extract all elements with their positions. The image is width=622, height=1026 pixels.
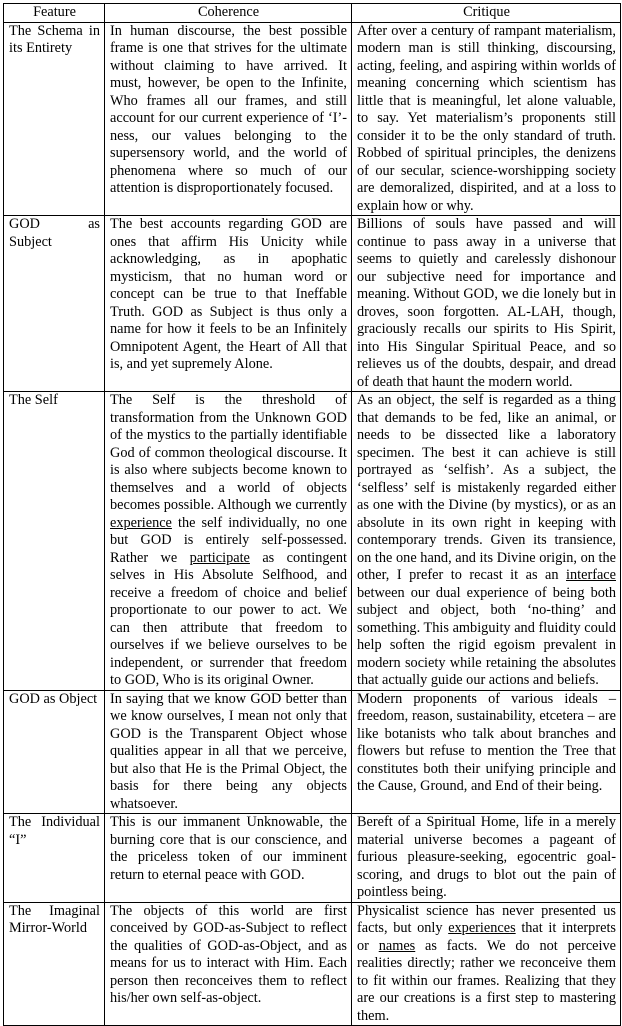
underlined-term: interface	[566, 567, 616, 583]
coherence-cell	[105, 814, 352, 903]
header-feature: Feature	[4, 4, 105, 23]
header-row	[4, 4, 621, 23]
header-coherence: Coherence	[105, 4, 352, 23]
feature-cell: GOD as Object	[4, 690, 105, 814]
feature-cell: GOD as Subject	[4, 216, 105, 392]
critique-text: between our dual experience of being both subject and object, both ‘no-thing’ and something. This ambiguity and fluidity could help soften the rigid egoism prevalent in modern society while retaining the absolutes that actually guide our actions and beliefs.	[357, 584, 616, 688]
table-row	[4, 22, 621, 216]
critique-cell	[352, 392, 621, 691]
underlined-term: experiences	[448, 920, 516, 936]
table-row	[4, 690, 621, 814]
coherence-cell	[105, 392, 352, 691]
critique-cell	[352, 814, 621, 903]
coherence-text: the self individually, no one but GOD is entirely self-possessed. Rather we	[110, 514, 347, 566]
table-row	[4, 814, 621, 903]
coherence-cell	[105, 216, 352, 392]
coherence-cell	[105, 902, 352, 1026]
critique-text: Bereft of a Spiritual Home, life in a merely material universe becomes a pageant of furious pleasure-seeking, egocentric goal-scoring, and drugs to blot out the pain of pointless being.	[357, 814, 616, 900]
underlined-term: experience	[110, 514, 172, 531]
underlined-term: participate	[189, 549, 250, 566]
feature-cell: The Imaginal Mirror-World	[4, 902, 105, 1026]
critique-text: Modern proponents of various ideals – freedom, reason, sustainability, etcetera – are like botanists who talk about branches and flowers but refuse to mention the Tree that constitutes both their unifying principle and the Cause, Ground, and End of their being.	[357, 690, 616, 794]
critique-text: as facts. We do not perceive realities directly; rather we reconceive them to fit within our frames. Realizing that they are our creations is a first step to mastering them.	[357, 937, 616, 1024]
coherence-text: The Self is the threshold of transformation from the Unknown GOD of the mystics to the partially identifiable God of common theological discourse. It is also where subjects become known to themselves and a world of objects becomes possible. Although we currently	[110, 392, 347, 513]
critique-text: As an object, the self is regarded as a thing that demands to be fed, like an animal, or needs to be dissected like a laboratory specimen. The best it can achieve is still portrayed as ‘selfish’. As a subject, the ‘selfless’ self is mistakenly regarded either as one with the Divine (by mystics), or as an absolute in its own right in keeping with contemporary trends. Given its transience, on the one hand, and its Divine origin, on the other, I prefer to recast it as an	[357, 392, 616, 583]
header-critique: Critique	[352, 4, 621, 23]
coherence-cell	[105, 22, 352, 216]
underlined-term: names	[378, 937, 416, 954]
critique-cell	[352, 690, 621, 814]
critique-text: Physicalist science has never presented us facts, but only	[357, 902, 616, 936]
critique-cell	[352, 216, 621, 392]
coherence-text: The best accounts regarding GOD are ones that affirm His Unicity while acknowledging, as in apophatic mysticism, that no human word or concept can be true to that Ineffable Truth. GOD as Subject is thus only a name for how it feels to be an Infinitely Omnipotent Agent, the Heart of All that is, and yet supremely Alone.	[110, 216, 347, 372]
feature-cell: The Schema in its Entirety	[4, 22, 105, 216]
coherence-text: In human discourse, the best possible frame is one that strives for the ultimate without claiming to have arrived. It must, however, be open to the Infinite, Who frames all our frames, and still account for our current experience of ‘I’-ness, our values belonging to the supersensory world, and the world of phenomena where so much of our attention is disproportionately focused.	[110, 22, 347, 196]
coherence-text: This is our immanent Unknowable, the burning core that is our conscience, and the priceless token of our imminent return to eternal peace with GOD.	[110, 814, 347, 883]
coherence-text: The objects of this world are first conceived by GOD-as-Subject to reflect the qualities of GOD-as-Object, and as means for us to interact with Him. Each person then reconceives them to reflect his/her own self-as-object.	[110, 902, 347, 1006]
comparison-table	[3, 3, 621, 1026]
table-row	[4, 392, 621, 691]
coherence-text: In saying that we know GOD better than we know ourselves, I mean not only that GOD is the Transparent Object whose qualities appear in all that we perceive, but also that He is the Primal Object, the basis for there being any objects whatsoever.	[110, 690, 347, 812]
coherence-text: as contingent selves in His Absolute Selfhood, and receive a freedom of choice and belief proportionate to our power to act. We can then attribute that freedom to ourselves if we believe ourselves to be independent, or surrender that freedom to GOD, Who is its original Owner.	[110, 549, 347, 688]
table-row	[4, 216, 621, 392]
feature-cell: The Self	[4, 392, 105, 691]
critique-text: After over a century of rampant materialism, modern man is still thinking, discoursing, acting, feeling, and aspiring within worlds of meaning concerning which scientism has little that is meaningful, let alone valuable, to say. Yet materialism’s proponents still consider it to be the only standard of truth. Robbed of spiritual principles, the denizens of our secular, science-worshipping society are demoralized, dispirited, and at a loss to explain how or why.	[357, 22, 616, 214]
critique-text: Billions of souls have passed and will continue to pass away in a universe that seems to quietly and carelessly dishonour our subjective need for importance and meaning. Without GOD, we die lonely but in droves, soon forgotten. AL-LAH, though, graciously recalls our spirits to His Spirit, into His Singular Spiritual Peace, and so relieves us of the doubts, despair, and dread of death that haunt the modern world.	[357, 216, 616, 390]
critique-cell	[352, 22, 621, 216]
table-row	[4, 902, 621, 1026]
critique-cell	[352, 902, 621, 1026]
coherence-cell	[105, 690, 352, 814]
feature-cell: The Individual “I”	[4, 814, 105, 903]
critique-text: that it interprets or	[357, 920, 616, 954]
